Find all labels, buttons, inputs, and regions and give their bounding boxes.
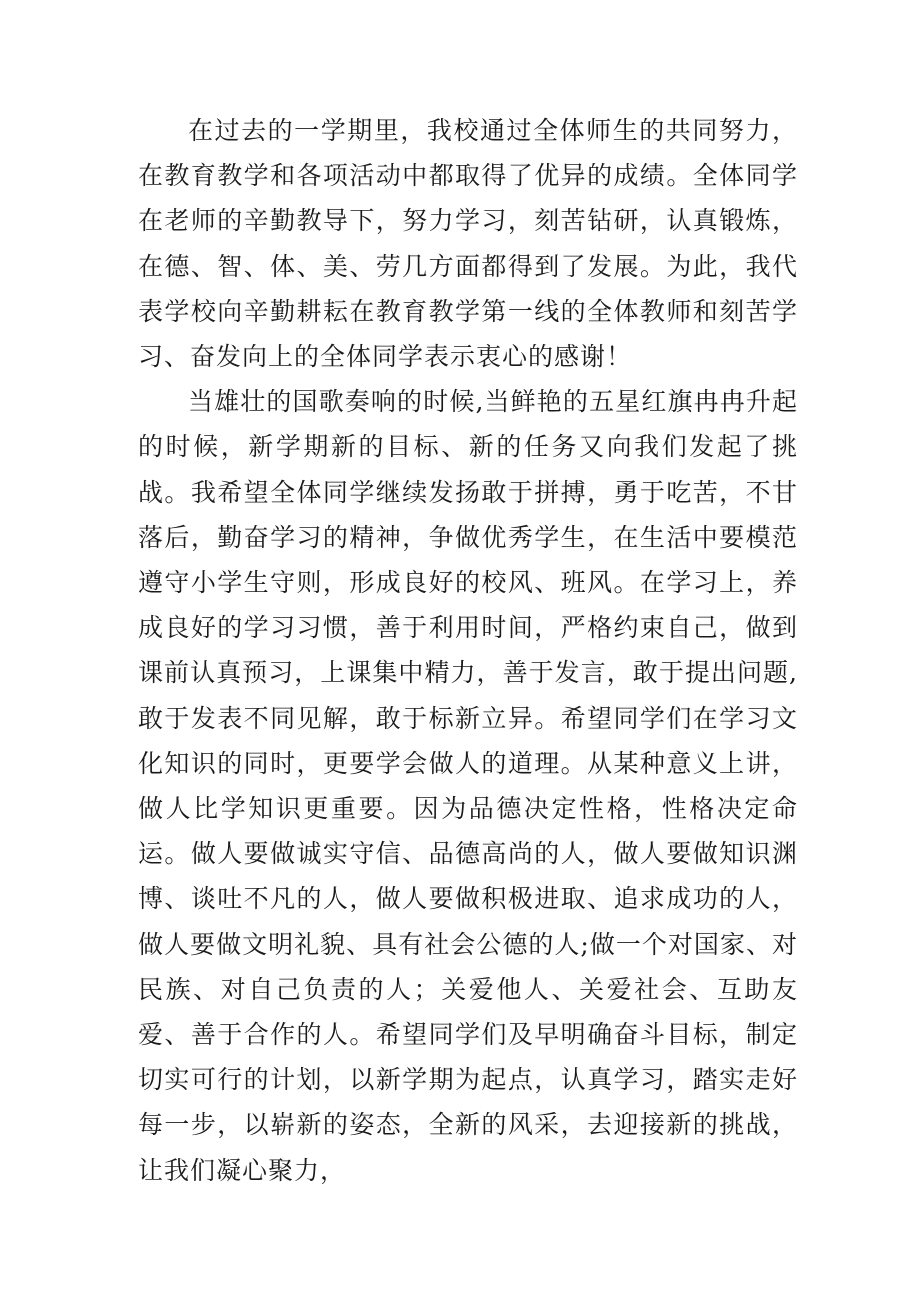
- paragraph-gratitude: 在过去的一学期里，我校通过全体师生的共同努力，在教育教学和各项活动中都取得了优异的成绩。全体同学在老师的辛勤教导下，努力学习，刻苦钻研，认真锻炼，在德、智、体、美、劳几方面都得到了发展。为此，我代表学校向辛勤耕耘在教育教学第一线的全体教师和刻苦学习、奋发向上的全体同学表示衷心的感谢！: [138, 116, 798, 372]
- paragraph-new-semester: 当雄壮的国歌奏响的时候,当鲜艳的五星红旗冉冉升起的时候，新学期新的目标、新的任务又向我们发起了挑战。我希望全体同学继续发扬敢于拼搏，勇于吃苦，不甘落后，勤奋学习的精神，争做优秀学生，在生活中要模范遵守小学生守则，形成良好的校风、班风。在学习上，养成良好的学习习惯，善于利用时间，严格约束自己，做到课前认真预习，上课集中精力，善于发言，敢于提出问题,敢于发表不同见解，敢于标新立异。希望同学们在学习文化知识的同时，更要学会做人的道理。从某种意义上讲，做人比学知识更重要。因为品德决定性格，性格决定命运。做人要做诚实守信、品德高尚的人，做人要做知识渊博、谈吐不凡的人，做人要做积极进取、追求成功的人，做人要做文明礼貌、具有社会公德的人;做一个对国家、对民族、对自己负责的人；关爱他人、关爱社会、互助友爱、善于合作的人。希望同学们及早明确奋斗目标，制定切实可行的计划，以新学期为起点，认真学习，踏实走好每一步，以崭新的姿态，全新的风采，去迎接新的挑战，让我们凝心聚力，: [138, 387, 798, 1185]
- document-body: [138, 108, 798, 1193]
